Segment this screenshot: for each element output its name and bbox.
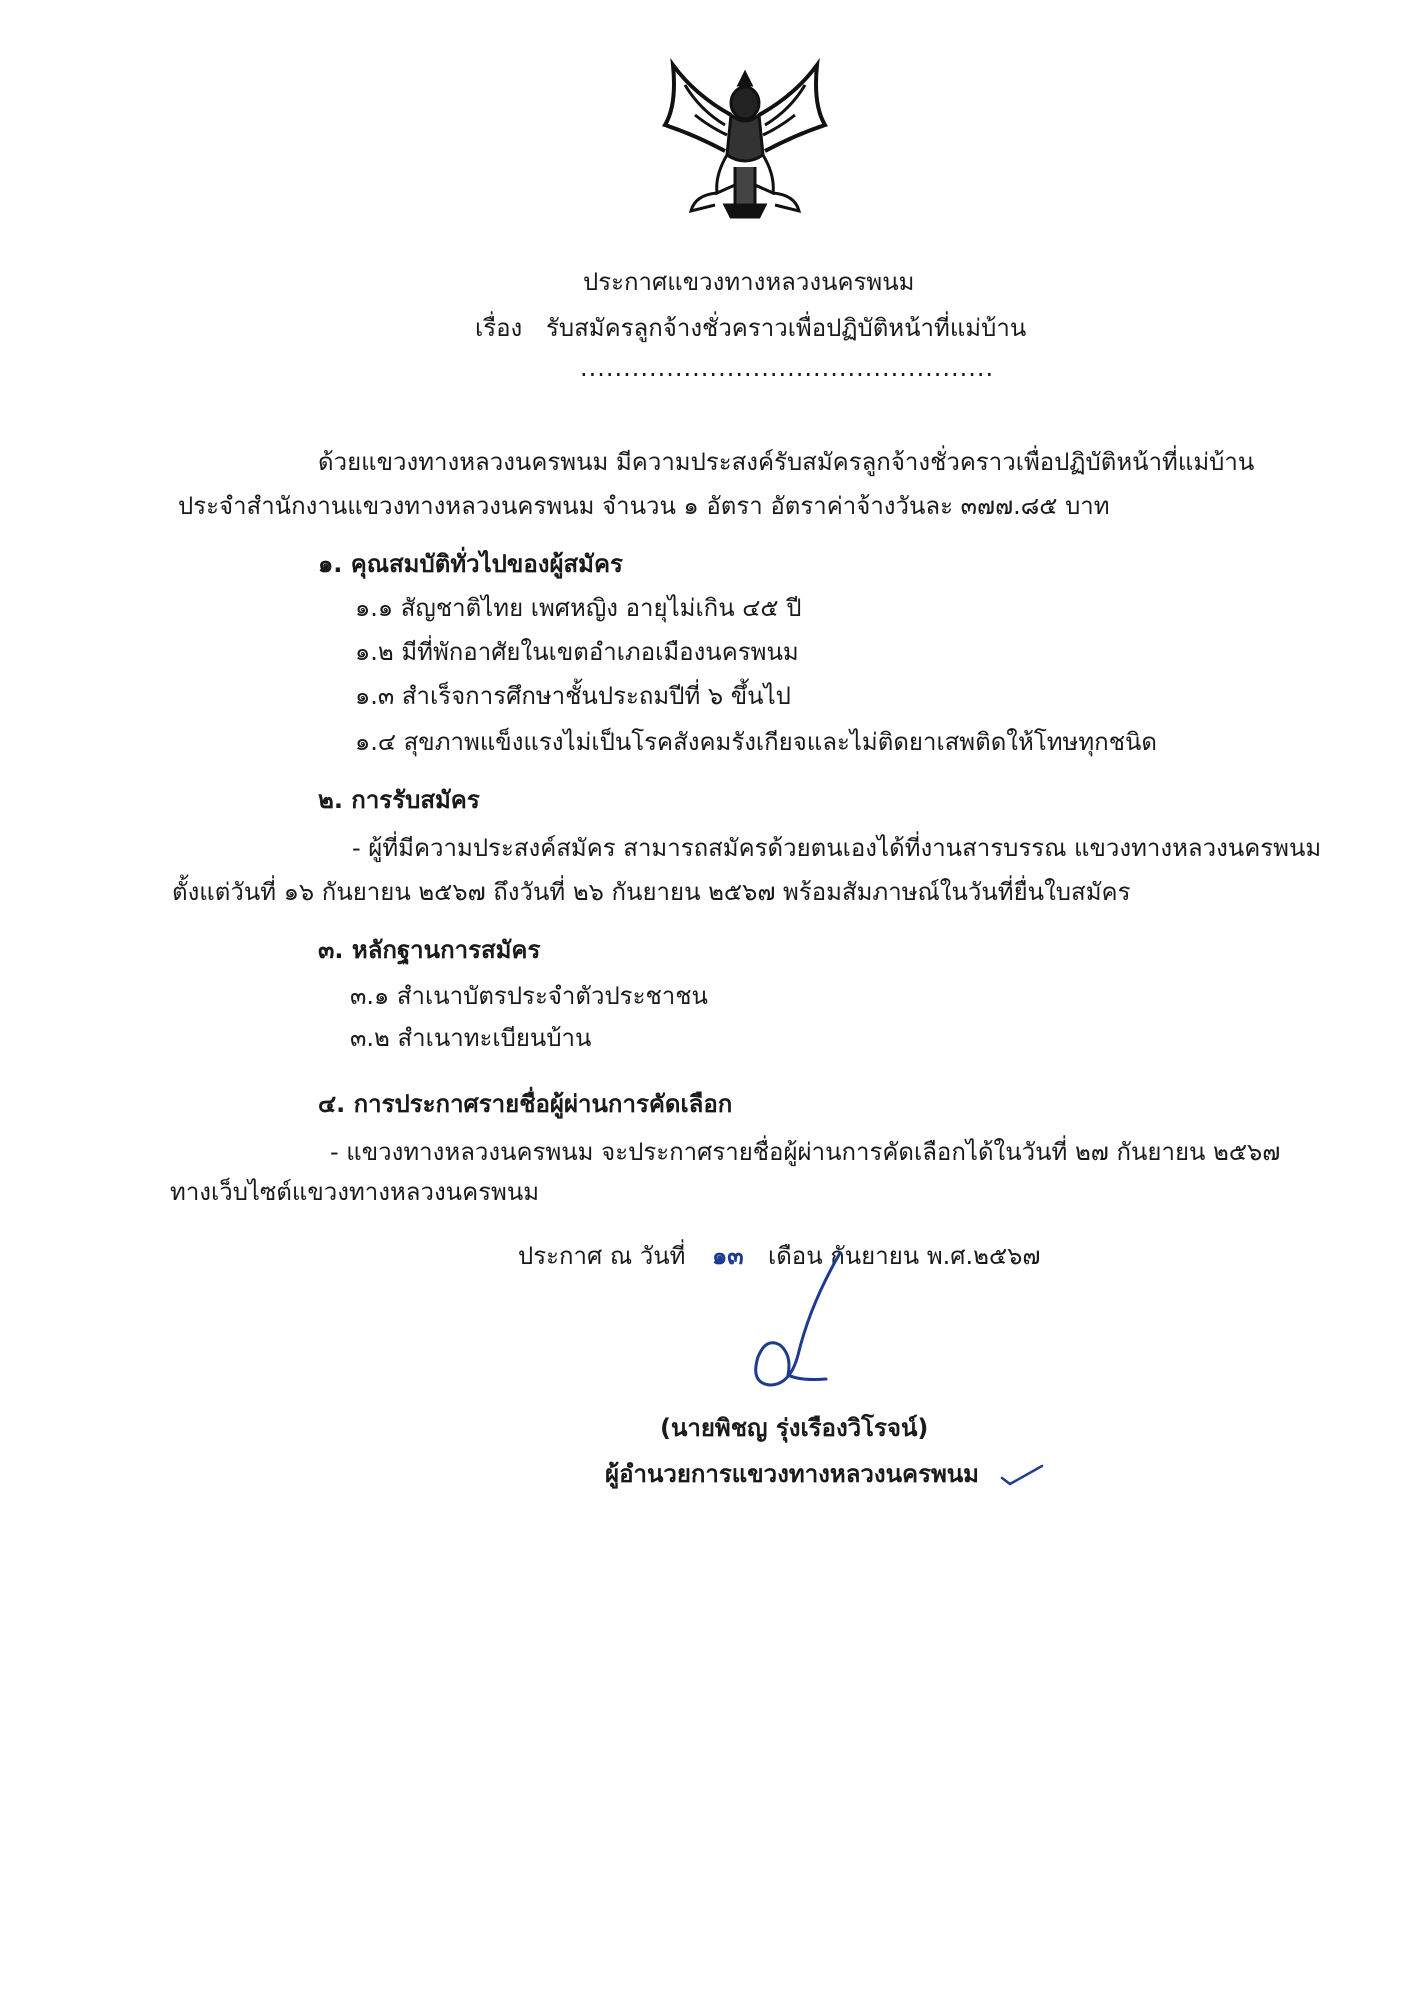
section-3-title: ๓. หลักฐานการสมัคร — [318, 936, 541, 964]
announce-date-suffix: เดือน กันยายน พ.ศ.๒๕๖๗ — [768, 1242, 1041, 1270]
section-1-item: ๑.๔ สุขภาพแข็งแรงไม่เป็นโรคสังคมรังเกียจและไม่ติดยาเสพติดให้โทษทุกชนิด — [355, 728, 1157, 756]
section-1-item: ๑.๑ สัญชาติไทย เพศหญิง อายุไม่เกิน ๔๕ ปี — [355, 594, 802, 622]
intro-line-1: ด้วยแขวงทางหลวงนครพนม มีความประสงค์รับสมัครลูกจ้างชั่วคราวเพื่อปฏิบัติหน้าที่แม่บ้าน — [318, 448, 1255, 476]
section-3-item: ๓.๑ สำเนาบัตรประจำตัวประชาชน — [350, 982, 708, 1010]
section-4-line-1: - แขวงทางหลวงนครพนม จะประกาศรายชื่อผู้ผ่านการคัดเลือกได้ในวันที่ ๒๗ กันยายน ๒๕๖๗ — [330, 1138, 1281, 1166]
section-3-item: ๓.๒ สำเนาทะเบียนบ้าน — [350, 1024, 592, 1052]
section-1-item: ๑.๒ มีที่พักอาศัยในเขตอำเภอเมืองนครพนม — [355, 638, 799, 666]
handwritten-signature-icon — [740, 1245, 860, 1425]
subject-prefix: เรื่อง — [475, 314, 523, 342]
signer-title: ผู้อำนวยการแขวงทางหลวงนครพนม — [605, 1460, 980, 1488]
section-2-line-1: - ผู้ที่มีความประสงค์สมัคร สามารถสมัครด้วยตนเองได้ที่งานสารบรรณ แขวงทางหลวงนครพนม — [352, 834, 1322, 862]
section-2-line-2: ตั้งแต่วันที่ ๑๖ กันยายน ๒๕๖๗ ถึงวันที่ ๒๖ กันยายน ๒๕๖๗ พร้อมสัมภาษณ์ในวันที่ยื่นใบสมัคร — [172, 878, 1131, 906]
header-dotted-line: ................................................ — [580, 354, 995, 382]
signer-name: (นายพิชญ รุ่งเรืองวิโรจน์) — [660, 1414, 929, 1442]
garuda-emblem-icon — [655, 55, 835, 227]
announcement-title: ประกาศแขวงทางหลวงนครพนม — [583, 268, 915, 296]
announce-date-prefix: ประกาศ ณ วันที่ — [518, 1242, 686, 1270]
subject-text: รับสมัครลูกจ้างชั่วคราวเพื่อปฏิบัติหน้าที่แม่บ้าน — [546, 314, 1027, 342]
section-4-line-2: ทางเว็บไซต์แขวงทางหลวงนครพนม — [170, 1178, 540, 1206]
section-2-title: ๒. การรับสมัคร — [318, 786, 480, 814]
announce-day: ๑๓ — [712, 1242, 744, 1270]
section-4-title: ๔. การประกาศรายชื่อผู้ผ่านการคัดเลือก — [318, 1090, 733, 1118]
section-1-item: ๑.๓ สำเร็จการศึกษาชั้นประถมปีที่ ๖ ขึ้นไป — [355, 682, 791, 710]
section-1-title: ๑. คุณสมบัติทั่วไปของผู้สมัคร — [318, 550, 623, 578]
checkmark-icon — [998, 1460, 1046, 1488]
intro-line-2: ประจำสำนักงานแขวงทางหลวงนครพนม จำนวน ๑ อัตรา อัตราค่าจ้างวันละ ๓๗๗.๘๕ บาท — [178, 492, 1110, 520]
